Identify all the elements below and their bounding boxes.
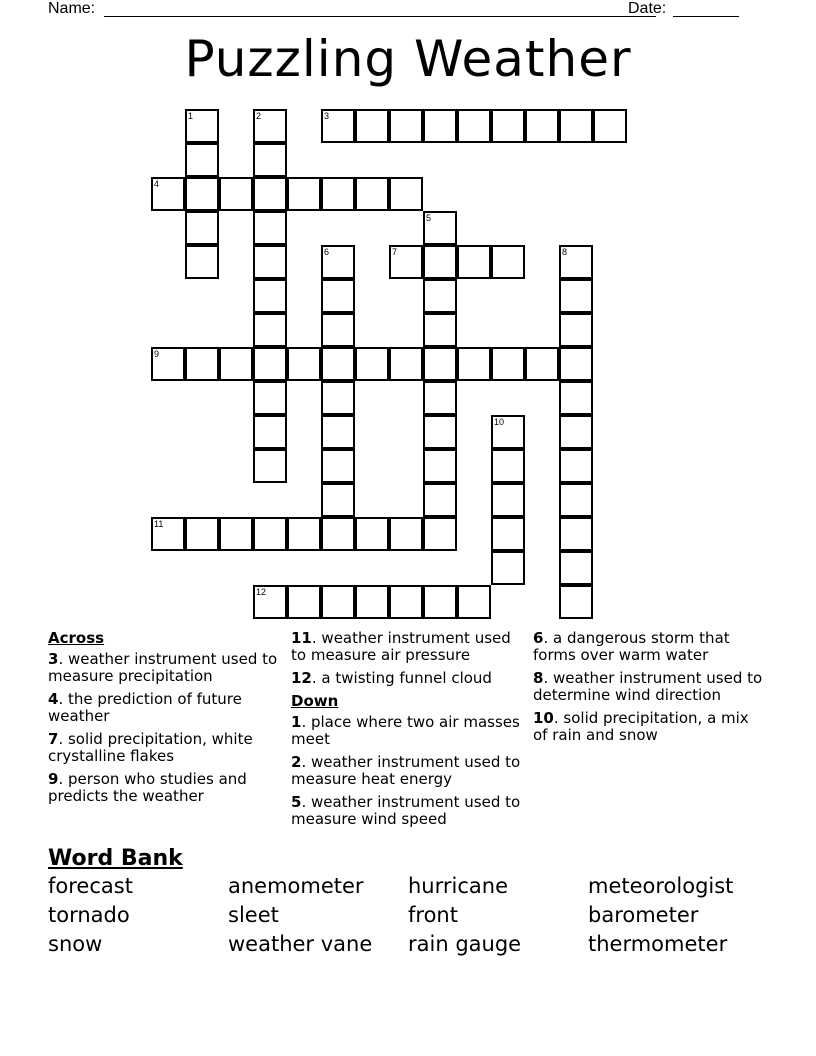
crossword-cell[interactable]: [559, 279, 593, 313]
crossword-cell[interactable]: [219, 517, 253, 551]
crossword-cell[interactable]: [389, 109, 423, 143]
crossword-cell[interactable]: [423, 585, 457, 619]
word-bank-word: rain gauge: [408, 932, 522, 956]
crossword-cell[interactable]: [423, 313, 457, 347]
crossword-cell[interactable]: [321, 177, 355, 211]
crossword-cell[interactable]: [491, 483, 525, 517]
crossword-cell[interactable]: [355, 347, 389, 381]
crossword-cell[interactable]: [253, 381, 287, 415]
word-bank-word: barometer: [588, 903, 699, 927]
crossword-cell[interactable]: [253, 245, 287, 279]
crossword-cell[interactable]: [253, 313, 287, 347]
clue-across-11: 11. weather instrument used to measure air pressure: [291, 629, 511, 664]
crossword-cell[interactable]: [389, 245, 423, 279]
word-bank-word: tornado: [48, 903, 130, 927]
crossword-cell[interactable]: [423, 211, 457, 245]
crossword-cell[interactable]: [151, 517, 185, 551]
crossword-cell[interactable]: [491, 347, 525, 381]
crossword-cell[interactable]: [423, 279, 457, 313]
cell-number: 12: [256, 587, 267, 597]
crossword-cell[interactable]: [559, 347, 593, 381]
crossword-cell[interactable]: [185, 211, 219, 245]
clues-column-1: [48, 630, 278, 811]
word-bank-word: snow: [48, 932, 103, 956]
cell-number: 3: [324, 111, 330, 121]
crossword-cell[interactable]: [423, 245, 457, 279]
crossword-cell[interactable]: [253, 449, 287, 483]
crossword-cell[interactable]: [219, 347, 253, 381]
crossword-cell[interactable]: [491, 245, 525, 279]
crossword-cell[interactable]: [593, 109, 627, 143]
down-heading: Down: [291, 692, 339, 710]
cell-number: 5: [426, 213, 432, 223]
word-bank-word: meteorologist: [588, 874, 734, 898]
crossword-cell[interactable]: [151, 347, 185, 381]
crossword-cell[interactable]: [185, 245, 219, 279]
cell-number: 4: [154, 179, 160, 189]
crossword-cell[interactable]: [321, 245, 355, 279]
crossword-cell[interactable]: [287, 585, 321, 619]
crossword-cell[interactable]: [559, 245, 593, 279]
crossword-cell[interactable]: [253, 517, 287, 551]
crossword-cell[interactable]: [423, 415, 457, 449]
crossword-cell[interactable]: [457, 109, 491, 143]
crossword-cell[interactable]: [559, 517, 593, 551]
crossword-cell[interactable]: [287, 177, 321, 211]
crossword-cell[interactable]: [355, 517, 389, 551]
crossword-cell[interactable]: [185, 109, 219, 143]
crossword-cell[interactable]: [321, 109, 355, 143]
word-bank-word: anemometer: [228, 874, 364, 898]
crossword-cell[interactable]: [389, 517, 423, 551]
clue-across-7: 7. solid precipitation, white crystalline flakes: [48, 730, 253, 765]
crossword-cell[interactable]: [559, 381, 593, 415]
crossword-cell[interactable]: [525, 347, 559, 381]
crossword-cell[interactable]: [423, 347, 457, 381]
crossword-cell[interactable]: [491, 449, 525, 483]
crossword-cell[interactable]: [253, 279, 287, 313]
crossword-cell[interactable]: [559, 449, 593, 483]
crossword-cell[interactable]: [321, 279, 355, 313]
crossword-cell[interactable]: [321, 517, 355, 551]
clue-down-8: 8. weather instrument used to determine wind direction: [533, 669, 763, 704]
name-label: Name:: [48, 0, 96, 17]
cell-number: 6: [324, 247, 330, 257]
word-bank-word: thermometer: [588, 932, 728, 956]
crossword-cell[interactable]: [355, 177, 389, 211]
word-bank-word: weather vane: [228, 932, 373, 956]
crossword-cell[interactable]: [253, 143, 287, 177]
cell-number: 2: [256, 111, 262, 121]
date-label: Date:: [628, 0, 667, 17]
clue-across-3: 3. weather instrument used to measure precipitation: [48, 650, 278, 685]
crossword-cell[interactable]: [253, 585, 287, 619]
clue-down-6: 6. a dangerous storm that forms over warm water: [533, 629, 730, 664]
crossword-cell[interactable]: [559, 551, 593, 585]
word-bank-word: forecast: [48, 874, 133, 898]
crossword-cell[interactable]: [559, 415, 593, 449]
crossword-cell[interactable]: [559, 483, 593, 517]
crossword-cell[interactable]: [321, 449, 355, 483]
crossword-cell[interactable]: [321, 347, 355, 381]
clue-down-1: 1. place where two air masses meet: [291, 713, 520, 748]
crossword-cell[interactable]: [253, 211, 287, 245]
crossword-cell[interactable]: [491, 109, 525, 143]
clue-across-9: 9. person who studies and predicts the weather: [48, 770, 247, 805]
crossword-cell[interactable]: [321, 415, 355, 449]
crossword-cell[interactable]: [321, 313, 355, 347]
crossword-cell[interactable]: [287, 517, 321, 551]
cell-number: 9: [154, 349, 160, 359]
crossword-cell[interactable]: [287, 347, 321, 381]
clue-down-2: 2. weather instrument used to measure heat energy: [291, 753, 521, 788]
clue-down-10: 10. solid precipitation, a mix of rain and snow: [533, 709, 749, 744]
crossword-cell[interactable]: [423, 449, 457, 483]
crossword-cell[interactable]: [423, 381, 457, 415]
clues-column-2: [291, 630, 526, 834]
cell-number: 1: [188, 111, 194, 121]
crossword-cell[interactable]: [491, 517, 525, 551]
crossword-cell[interactable]: [185, 177, 219, 211]
crossword-cell[interactable]: [321, 381, 355, 415]
crossword-cell[interactable]: [321, 585, 355, 619]
crossword-cell[interactable]: [525, 109, 559, 143]
crossword-cell[interactable]: [423, 517, 457, 551]
crossword-cell[interactable]: [559, 109, 593, 143]
clue-across-12: 12. a twisting funnel cloud: [291, 669, 492, 687]
across-heading: Across: [48, 629, 105, 647]
clue-across-4: 4. the prediction of future weather: [48, 690, 242, 725]
crossword-cell[interactable]: [253, 347, 287, 381]
crossword-cell[interactable]: [253, 415, 287, 449]
word-bank-title: Word Bank: [48, 846, 183, 871]
clue-down-5: 5. weather instrument used to measure wind speed: [291, 793, 521, 828]
clues-column-3: [533, 630, 763, 750]
crossword-cell[interactable]: [491, 551, 525, 585]
cell-number: 7: [392, 247, 398, 257]
crossword-cell[interactable]: [355, 585, 389, 619]
word-bank-word: sleet: [228, 903, 279, 927]
page-title: Puzzling Weather: [184, 30, 632, 88]
crossword-cell[interactable]: [491, 415, 525, 449]
crossword-cell[interactable]: [423, 109, 457, 143]
crossword-cell[interactable]: [559, 313, 593, 347]
crossword-cell[interactable]: [253, 177, 287, 211]
crossword-cell[interactable]: [185, 143, 219, 177]
crossword-cell[interactable]: [185, 517, 219, 551]
crossword-cell[interactable]: [559, 585, 593, 619]
crossword-cell[interactable]: [389, 177, 423, 211]
word-bank-word: front: [408, 903, 458, 927]
crossword-cell[interactable]: [457, 347, 491, 381]
crossword-cell[interactable]: [253, 109, 287, 143]
crossword-cell[interactable]: [151, 177, 185, 211]
cell-number: 11: [154, 519, 164, 529]
cell-number: 8: [562, 247, 568, 257]
crossword-cell[interactable]: [457, 245, 491, 279]
crossword-cell[interactable]: [457, 585, 491, 619]
cell-number: 10: [494, 417, 505, 427]
crossword-cell[interactable]: [321, 483, 355, 517]
word-bank-word: hurricane: [408, 874, 508, 898]
crossword-cell[interactable]: [423, 483, 457, 517]
crossword-cell[interactable]: [219, 177, 253, 211]
crossword-cell[interactable]: [389, 347, 423, 381]
crossword-cell[interactable]: [389, 585, 423, 619]
crossword-cell[interactable]: [355, 109, 389, 143]
crossword-cell[interactable]: [185, 347, 219, 381]
